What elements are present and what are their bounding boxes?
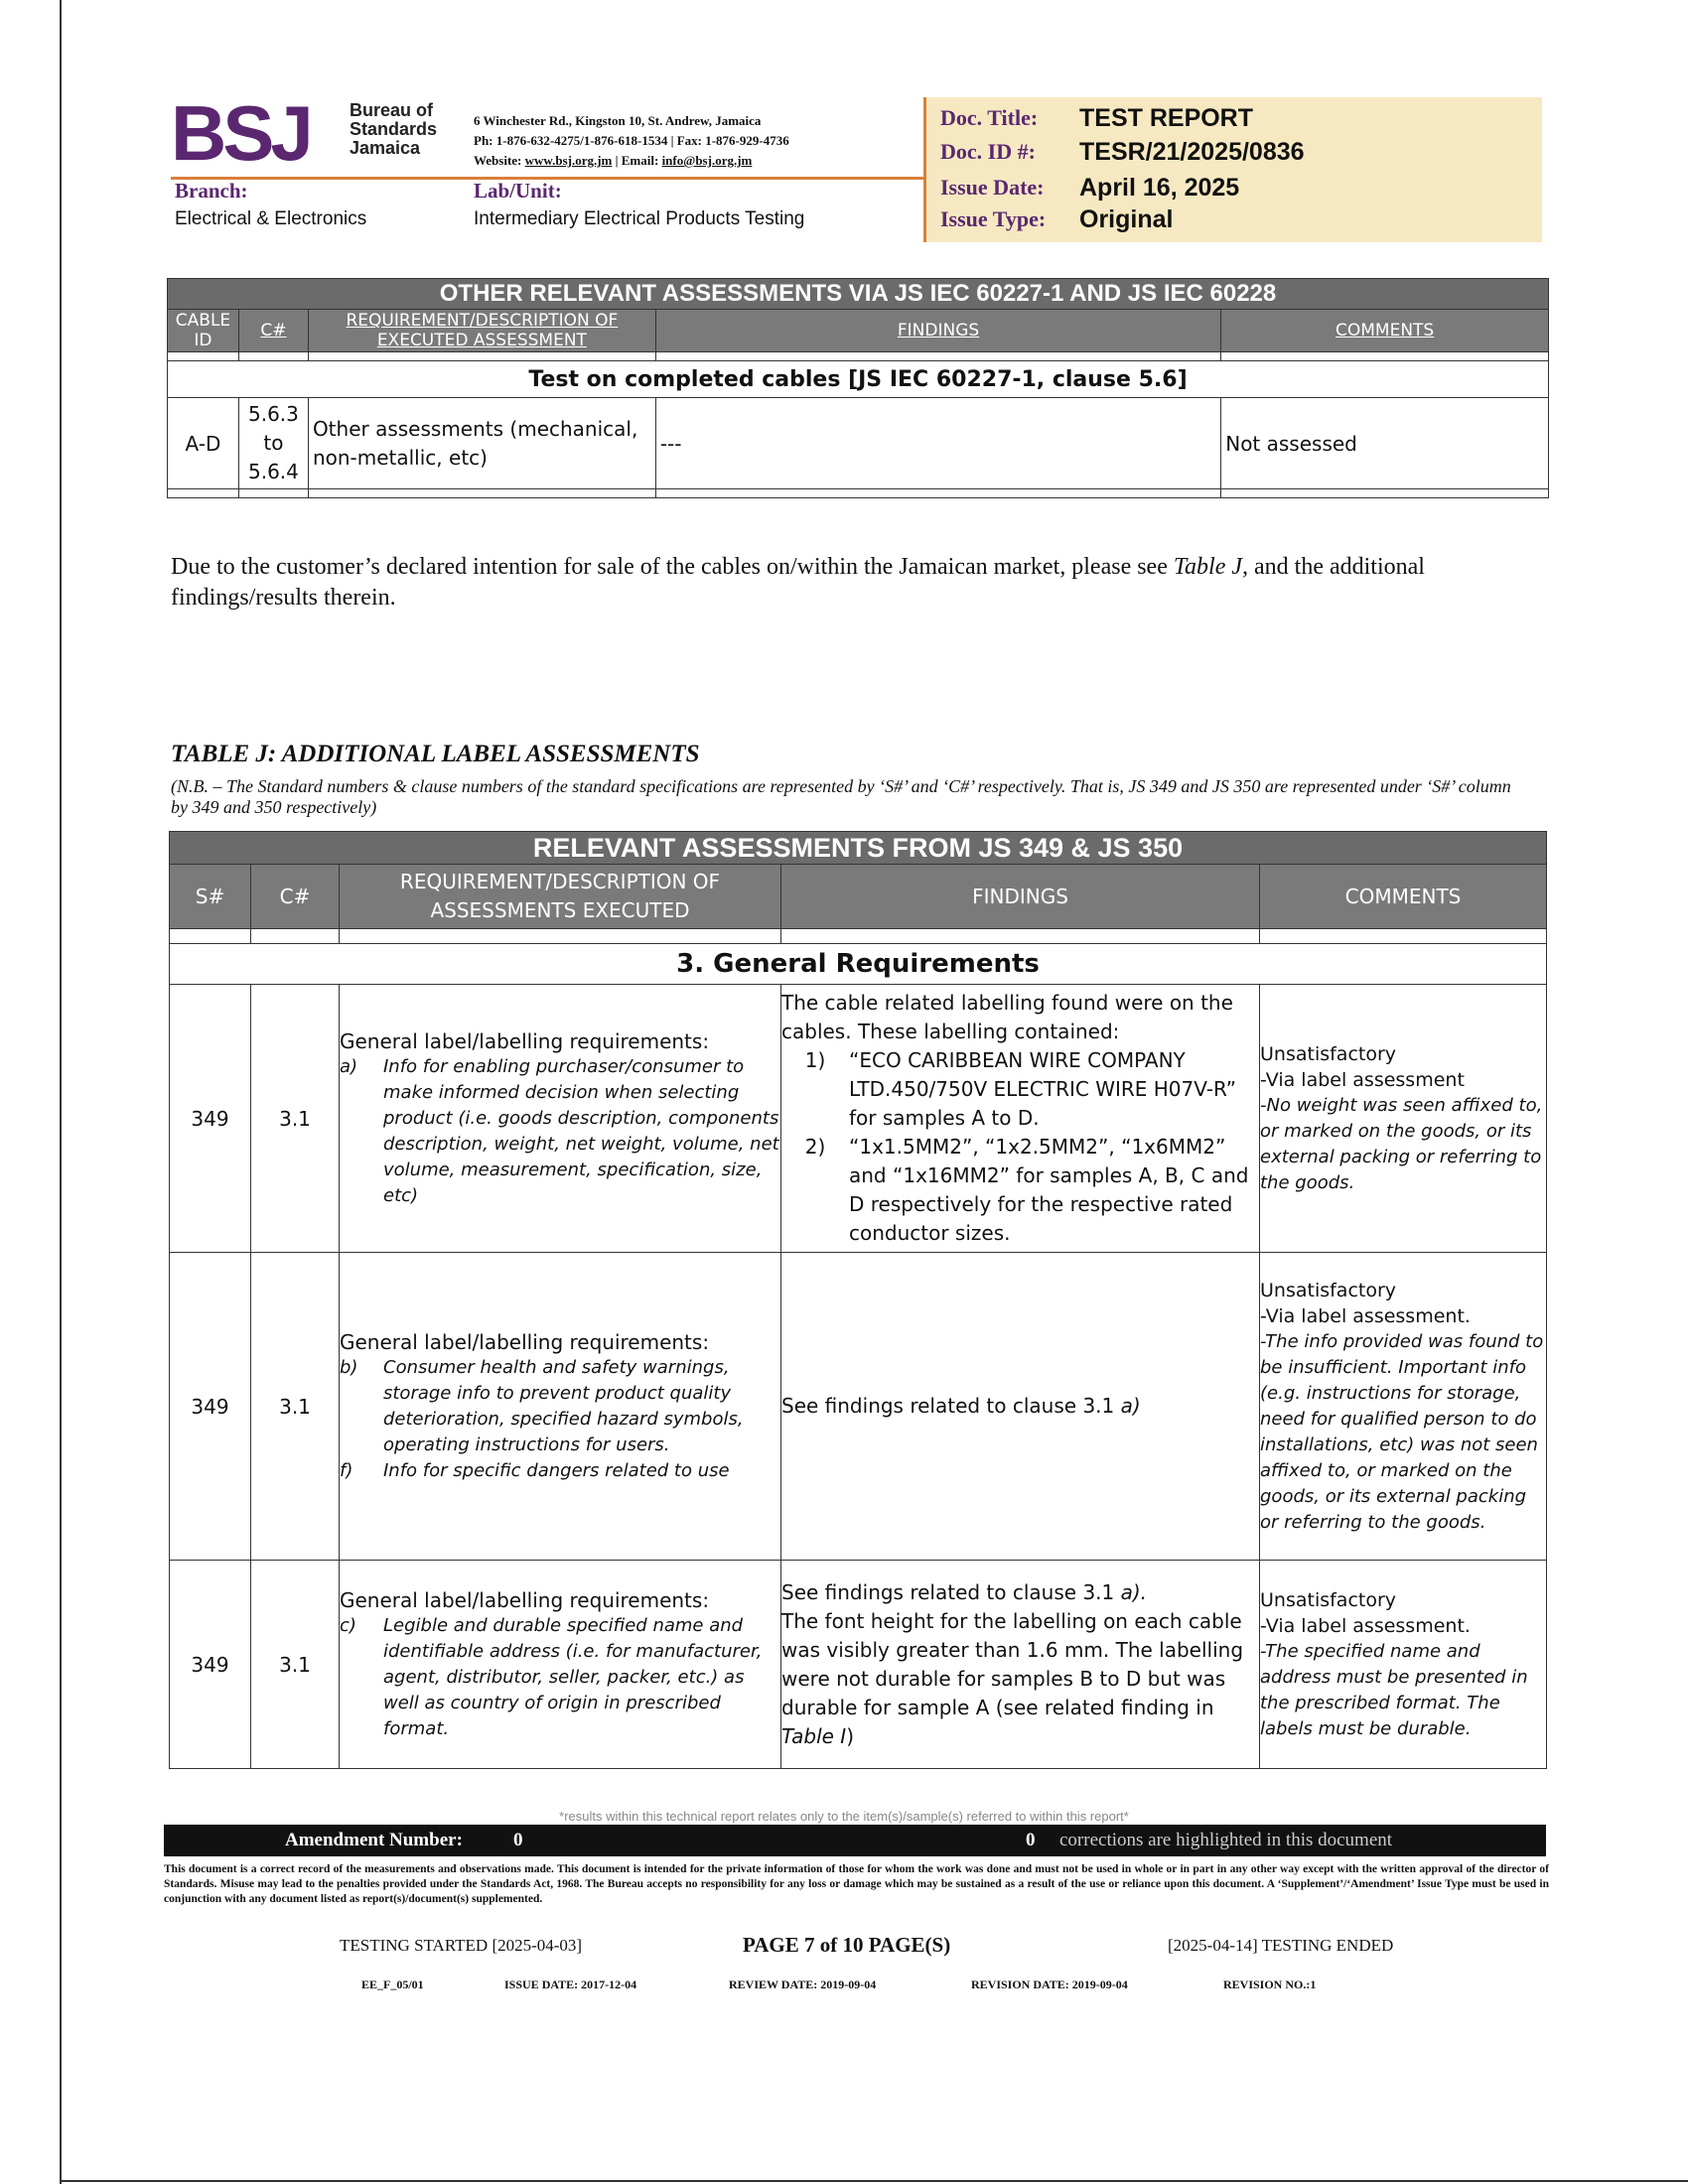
- email-label: | Email:: [615, 153, 659, 168]
- form-revision-date: REVISION DATE: 2019-09-04: [971, 1978, 1128, 1991]
- table-row: [170, 985, 1547, 1253]
- comment-via: -Via label assessment.: [1260, 1614, 1471, 1637]
- item-text: Legible and durable specified name and identifiable address (i.e. for manufacturer, agent, distributor, seller, packer, etc.) as well as country of origin in prescribed format.: [383, 1614, 763, 1739]
- item-key: c): [340, 1614, 356, 1636]
- website-label: Website:: [474, 153, 522, 168]
- cable-id-cell: A-D: [168, 398, 239, 489]
- form-code: EE_F_05/01: [361, 1978, 424, 1991]
- comments-cell: Not assessed: [1221, 398, 1549, 489]
- findings-para-2: [781, 1607, 1259, 1751]
- branch-value: Electrical & Electronics: [175, 208, 367, 229]
- requirement-item: [340, 1054, 780, 1209]
- header-comments: COMMENTS: [1260, 865, 1547, 929]
- item-key: b): [340, 1356, 358, 1378]
- doc-id-label: Doc. ID #:: [940, 139, 1036, 164]
- header-findings: FINDINGS: [781, 865, 1260, 929]
- market-paragraph: [171, 552, 1521, 614]
- status-text: Unsatisfactory: [1260, 1279, 1397, 1301]
- s-number-cell: 349: [170, 1561, 251, 1769]
- comments-cell: [1260, 985, 1547, 1253]
- header-clause: C#: [238, 310, 308, 352]
- form-revision-no: REVISION NO.:1: [1223, 1978, 1317, 1991]
- findings-table-ref: Table I: [781, 1723, 847, 1748]
- testing-ended: [2025-04-14] TESTING ENDED: [1168, 1936, 1394, 1955]
- amendment-bar: [164, 1825, 1546, 1856]
- findings-text: See findings related to clause 3.1: [781, 1394, 1121, 1418]
- doc-info-box: [923, 97, 1542, 242]
- table-j-reference: Table J,: [1173, 554, 1248, 580]
- website-link[interactable]: www.bsj.org.jm: [524, 153, 613, 168]
- requirement-lead: General label/labelling requirements:: [340, 1329, 710, 1354]
- item-text: Info for specific dangers related to use: [383, 1459, 730, 1481]
- corrections-count: 0: [1026, 1830, 1036, 1850]
- comment-note: -The specified name and address must be presented in the prescribed format. The labels must be durable.: [1260, 1640, 1528, 1739]
- issue-date-label: Issue Date:: [940, 175, 1045, 200]
- status-text: Unsatisfactory: [1260, 1042, 1397, 1065]
- header-s-number: S#: [170, 865, 251, 929]
- item-key: f): [340, 1459, 353, 1481]
- doc-id-value: TESR/21/2025/0836: [1079, 138, 1305, 166]
- branch-label: Branch:: [175, 179, 248, 203]
- header-requirement: REQUIREMENT/DESCRIPTION OF ASSESSMENTS EXECUTED: [340, 865, 781, 929]
- item-key: 1): [804, 1048, 826, 1072]
- testing-started: TESTING STARTED [2025-04-03]: [340, 1936, 583, 1955]
- doc-title-value: TEST REPORT: [1079, 104, 1254, 132]
- c-number-cell: 3.1: [251, 1561, 340, 1769]
- requirement-cell: Other assessments (mechanical, non-metallic, etc): [308, 398, 655, 489]
- table-row: [170, 1561, 1547, 1769]
- corrections-text: corrections are highlighted in this document: [1059, 1830, 1393, 1850]
- findings-item: [781, 1133, 1259, 1248]
- comments-cell: [1260, 1561, 1547, 1769]
- amendment-label: Amendment Number:: [285, 1830, 463, 1850]
- clause-start: 5.6.3: [248, 402, 299, 426]
- clause-cell: [238, 398, 308, 489]
- findings-cell: [781, 1561, 1260, 1769]
- page-border-left: [60, 0, 62, 2184]
- document-header: [171, 89, 1541, 246]
- bsj-logo: BSJ: [171, 89, 310, 177]
- comment-via: -Via label assessment: [1260, 1068, 1465, 1091]
- item-text: “1x1.5MM2”, “1x2.5MM2”, “1x6MM2” and “1x16MM2” for samples A, B, C and D respectively for the respective rated conductor sizes.: [849, 1135, 1249, 1245]
- comment-via: -Via label assessment.: [1260, 1304, 1471, 1327]
- comments-cell: [1260, 1253, 1547, 1561]
- table-row: [170, 1253, 1547, 1561]
- requirement-item: [340, 1613, 780, 1742]
- header-comments: COMMENTS: [1221, 310, 1549, 352]
- form-issue-date: ISSUE DATE: 2017-12-04: [504, 1978, 637, 1991]
- header-cable-id: CABLE ID: [168, 310, 239, 352]
- c-number-cell: 3.1: [251, 1253, 340, 1561]
- s-number-cell: 349: [170, 985, 251, 1253]
- org-contact: [474, 111, 940, 171]
- findings-cell: [781, 1253, 1260, 1561]
- header-requirement: REQUIREMENT/DESCRIPTION OF EXECUTED ASSESSMENT: [308, 310, 655, 352]
- comment-note: -No weight was seen affixed to, or marked on the goods, or its external packing or referring to the goods.: [1260, 1094, 1543, 1193]
- requirement-cell: [340, 985, 781, 1253]
- issue-type-value: Original: [1079, 205, 1174, 233]
- header-c-number: C#: [251, 865, 340, 929]
- lab-label: Lab/Unit:: [474, 179, 562, 203]
- findings-clause-ref: a).: [1120, 1579, 1148, 1604]
- lab-value: Intermediary Electrical Products Testing: [474, 208, 805, 229]
- email-link[interactable]: info@bsj.org.jm: [661, 153, 753, 168]
- findings-text: The font height for the labelling on each cable was visibly greater than 1.6 mm. The labelling were not durable for samples B to D but was durable for sample A (see related finding in: [781, 1608, 1244, 1719]
- status-text: Unsatisfactory: [1260, 1588, 1397, 1611]
- org-phone: Ph: 1-876-632-4275/1-876-618-1534 | Fax: 1-876-929-4736: [474, 133, 789, 148]
- header-findings: FINDINGS: [655, 310, 1220, 352]
- requirement-cell: [340, 1561, 781, 1769]
- doc-title-label: Doc. Title:: [940, 105, 1039, 130]
- org-address: 6 Winchester Rd., Kingston 10, St. Andrew, Jamaica: [474, 113, 762, 128]
- c-number-cell: 3.1: [251, 985, 340, 1253]
- table1-section-title: Test on completed cables [JS IEC 60227-1, clause 5.6]: [168, 361, 1549, 398]
- item-text: Info for enabling purchaser/consumer to make informed decision when selecting product (i.e. goods description, components description, weight, net weight, volume, net volume, measurement, specification, size, etc): [383, 1055, 779, 1206]
- org-web-email: [474, 151, 940, 171]
- table1-banner: OTHER RELEVANT ASSESSMENTS VIA JS IEC 60227-1 AND JS IEC 60228: [168, 279, 1549, 310]
- results-note: *results within this technical report relates only to the item(s)/sample(s) referred to within this report*: [559, 1809, 1129, 1824]
- issue-type-label: Issue Type:: [940, 206, 1047, 231]
- requirement-cell: [340, 1253, 781, 1561]
- findings-cell: [781, 985, 1260, 1253]
- clause-to: to: [263, 431, 284, 455]
- disclaimer: This document is a correct record of the measurements and observations made. This document is intended for the private information of those for whom the work was done and must not be used in whole or in part in any other way except with the written approval of the director of Standards. Misuse may lead to the penalties provided under the Standards Act, 1968. The Bureau accepts no responsibility for any loss or damage which may be sustained as a result of the use or reliance upon this document. A ‘Supplement’/‘Amendment’ Issue Type must be used in conjunction with any document listed as report(s)/document(s) supplemented.: [164, 1863, 1549, 1905]
- amendment-number: 0: [513, 1830, 523, 1850]
- paragraph-text-2: and the additional findings/results therein.: [171, 554, 1425, 611]
- findings-clause-ref: a): [1120, 1394, 1141, 1418]
- item-text: Consumer health and safety warnings, storage info to prevent product quality deterioration, specified hazard symbols, operating instructions for users.: [383, 1356, 744, 1455]
- item-key: 2): [804, 1135, 826, 1159]
- form-review-date: REVIEW DATE: 2019-09-04: [729, 1978, 877, 1991]
- requirement-item: [340, 1355, 780, 1458]
- findings-text-end: ): [846, 1723, 854, 1748]
- other-assessments-table: [167, 278, 1549, 498]
- requirement-lead: General label/labelling requirements:: [340, 1028, 710, 1053]
- item-text: “ECO CARIBBEAN WIRE COMPANY LTD.450/750V ELECTRIC WIRE H07V-R” for samples A to D.: [849, 1048, 1236, 1130]
- org-name: Bureau of Standards Jamaica: [350, 100, 438, 158]
- table-j-note: (N.B. – The Standard numbers & clause numbers of the standard specifications are represented by ‘S#’ and ‘C#’ respectively. That is, JS 349 and JS 350 are represented under ‘S#’ column by 349 and 350 respectively): [171, 776, 1511, 817]
- findings-cell: ---: [655, 398, 1220, 489]
- requirement-item: [340, 1458, 780, 1484]
- issue-date-value: April 16, 2025: [1079, 174, 1240, 202]
- requirement-lead: General label/labelling requirements:: [340, 1587, 710, 1612]
- table2-banner: RELEVANT ASSESSMENTS FROM JS 349 & JS 350: [170, 832, 1547, 865]
- table2-section-title: 3. General Requirements: [170, 944, 1547, 985]
- page-border-bottom: [60, 2180, 1688, 2182]
- item-key: a): [340, 1055, 358, 1077]
- table-row: [168, 398, 1549, 489]
- findings-item: [781, 1046, 1259, 1133]
- paragraph-text-1: Due to the customer’s declared intention for sale of the cables on/within the Jamaican market, please see: [171, 554, 1174, 580]
- s-number-cell: 349: [170, 1253, 251, 1561]
- table-j-title: TABLE J: ADDITIONAL LABEL ASSESSMENTS: [171, 741, 700, 767]
- findings-text: See findings related to clause 3.1: [781, 1579, 1121, 1604]
- findings-lead: The cable related labelling found were on the cables. These labelling contained:: [781, 991, 1233, 1043]
- findings-para-1: [781, 1578, 1259, 1607]
- label-assessments-table: [169, 831, 1547, 1769]
- comment-note: -The info provided was found to be insufficient. Important info (e.g. instructions for storage, need for qualified person to do installations, etc) was not seen affixed to, or marked on the goods, or its external packing or referring to the goods.: [1260, 1330, 1544, 1533]
- page-number: PAGE 7 of 10 PAGE(S): [743, 1933, 951, 1957]
- clause-end: 5.6.4: [248, 460, 299, 483]
